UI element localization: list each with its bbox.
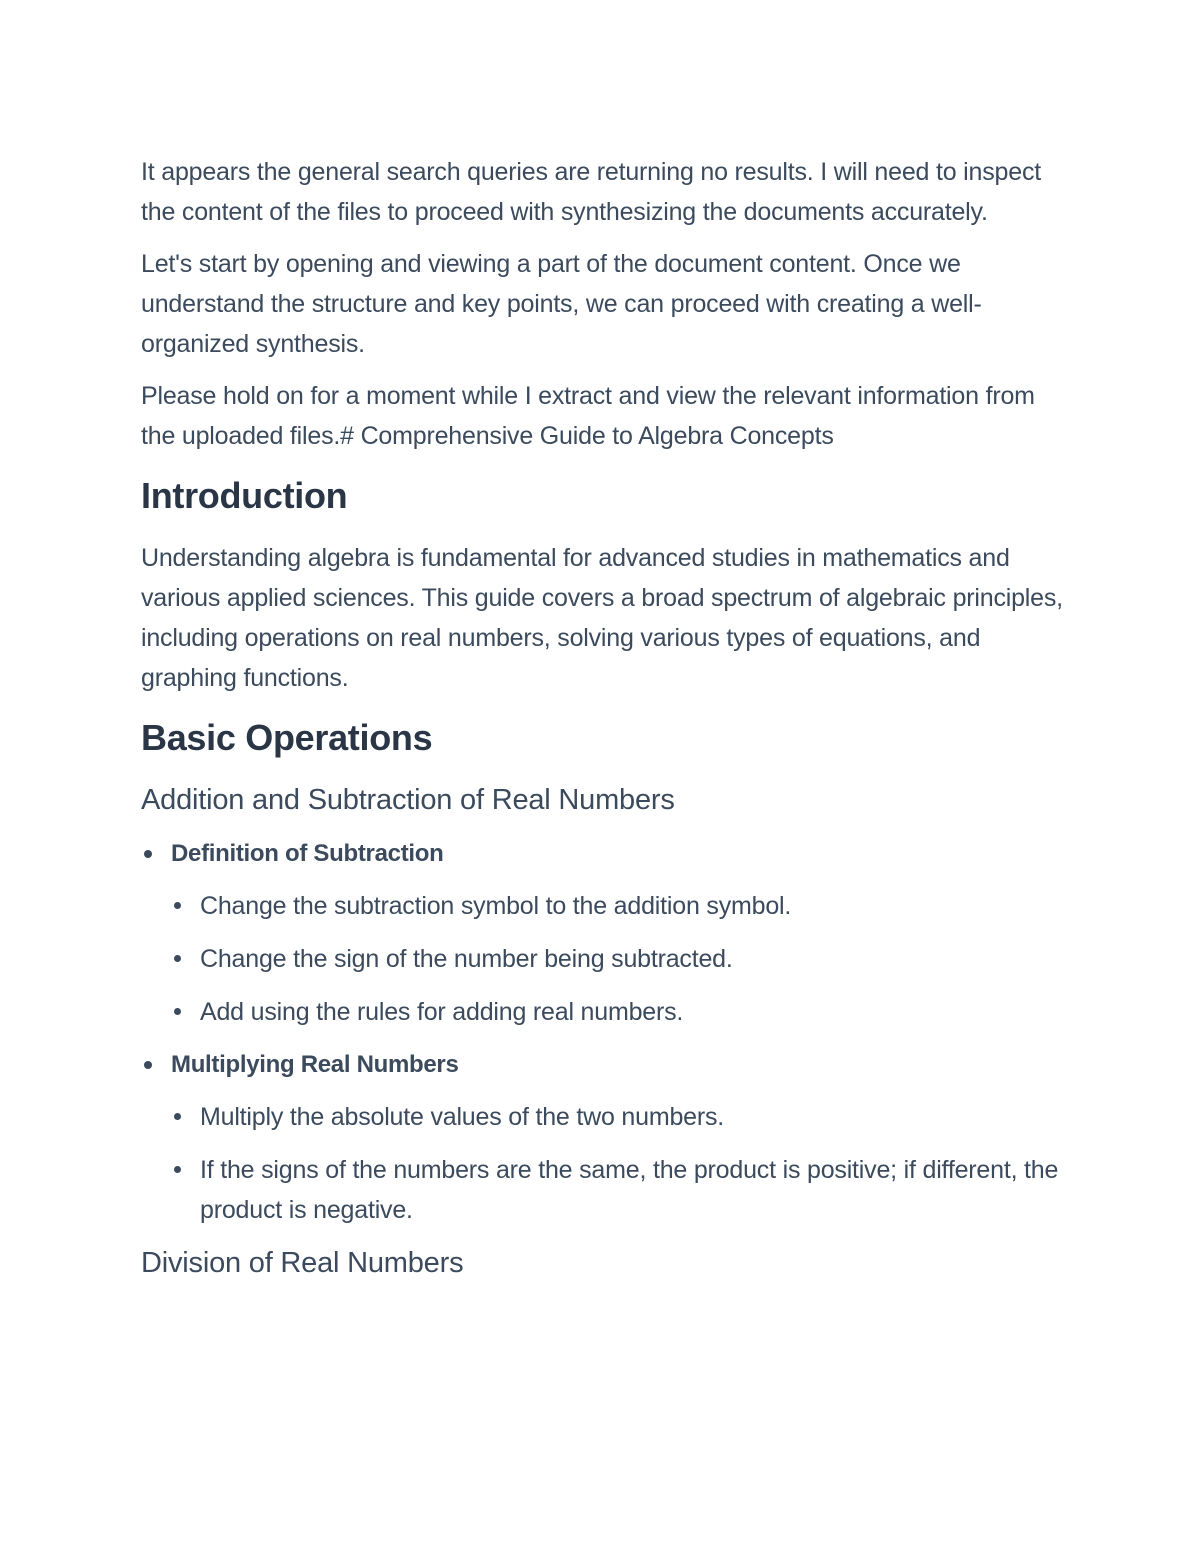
bullet-icon [174,1113,181,1120]
bullet-icon [174,955,181,962]
sub-list-item-text: Multiply the absolute values of the two numbers. [200,1103,725,1131]
bullet-icon [144,1061,152,1069]
bullet-icon [174,1008,181,1015]
sub-list-item [171,886,1066,926]
sub-list-item [171,1097,1066,1137]
list-item-title: Definition of Subtraction [171,840,444,867]
sub-list-item-text: Add using the rules for adding real numbers. [200,998,684,1026]
sub-list-item [171,1150,1066,1230]
sub-list-item-text: Change the subtraction symbol to the addition symbol. [200,892,792,920]
heading-introduction: Introduction [141,475,348,516]
heading-basic-operations: Basic Operations [141,717,433,758]
bullet-icon [174,902,181,909]
sub-list [171,1097,1066,1230]
paragraph: Let's start by opening and viewing a part of the document content. Once we understand the structure and key points, we can proceed with creating a well-organized synthesis. [141,250,982,358]
sub-list-item-text: If the signs of the numbers are the same, the product is positive; if different, the product is negative. [200,1156,1059,1224]
paragraph: Please hold on for a moment while I extract and view the relevant information from the uploaded files.# Comprehensive Guide to Algebra Concepts [141,382,1035,450]
list-item [141,1045,1066,1230]
sub-list-item [171,939,1066,979]
sub-list-item-text: Change the sign of the number being subtracted. [200,945,733,973]
sub-list-item [171,992,1066,1032]
bullet-icon [174,1166,181,1173]
list-item-title: Multiplying Real Numbers [171,1051,459,1078]
sub-list [171,886,1066,1032]
operations-list [141,834,1066,1230]
bullet-icon [144,850,152,858]
document-page [141,152,1066,1297]
paragraph: It appears the general search queries are returning no results. I will need to inspect the content of the files to proceed with synthesizing the documents accurately. [141,158,1041,226]
introduction-paragraph: Understanding algebra is fundamental for advanced studies in mathematics and various applied sciences. This guide covers a broad spectrum of algebraic principles, including operations on real numbers, solving various types of equations, and graphing functions. [141,544,1063,692]
heading-addition-subtraction: Addition and Subtraction of Real Numbers [141,784,675,816]
list-item [141,834,1066,1032]
heading-division: Division of Real Numbers [141,1247,464,1279]
